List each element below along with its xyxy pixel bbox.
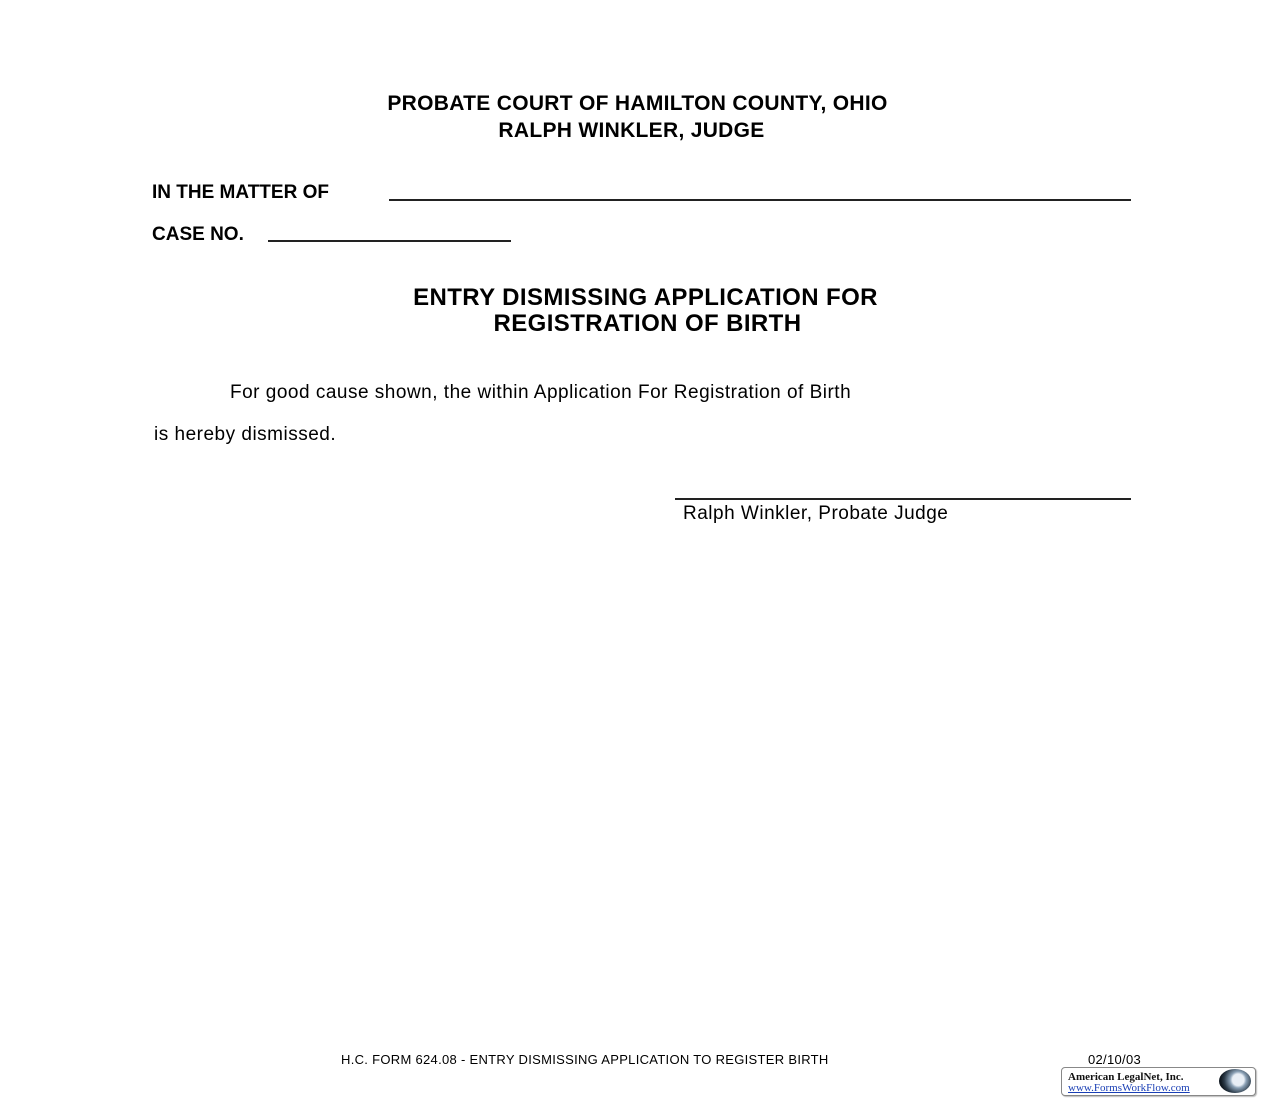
title-line-1: ENTRY DISMISSING APPLICATION FOR xyxy=(413,284,878,311)
footer-form-id: H.C. FORM 624.08 - ENTRY DISMISSING APPLICATION TO REGISTER BIRTH xyxy=(341,1052,829,1067)
case-no-label: CASE NO. xyxy=(152,224,244,245)
badge-url-link[interactable]: www.FormsWorkFlow.com xyxy=(1068,1082,1190,1094)
signature-line[interactable] xyxy=(675,498,1131,500)
body-line-1: For good cause shown, the within Application For Registration of Birth xyxy=(230,382,852,403)
globe-logo-icon xyxy=(1219,1069,1251,1093)
case-no-input-line[interactable] xyxy=(268,240,511,242)
title-line-2: REGISTRATION OF BIRTH xyxy=(493,310,802,337)
matter-input-line[interactable] xyxy=(389,199,1131,201)
badge-company-name: American LegalNet, Inc. xyxy=(1068,1071,1184,1083)
footer-date: 02/10/03 xyxy=(1088,1052,1142,1067)
matter-label: IN THE MATTER OF xyxy=(152,182,329,203)
court-name: PROBATE COURT OF HAMILTON COUNTY, OHIO xyxy=(387,92,888,115)
american-legalnet-badge[interactable] xyxy=(1061,1067,1256,1096)
judge-name: RALPH WINKLER, JUDGE xyxy=(498,119,765,142)
signature-label: Ralph Winkler, Probate Judge xyxy=(683,503,949,524)
body-line-2: is hereby dismissed. xyxy=(154,424,337,445)
